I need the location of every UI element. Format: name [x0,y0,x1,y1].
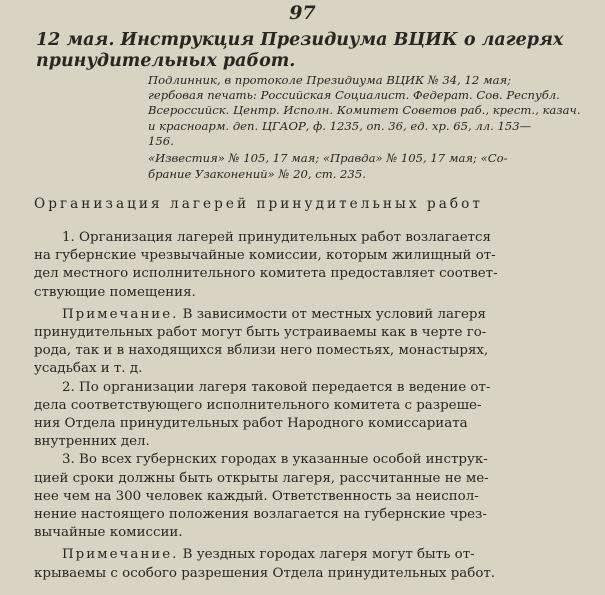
text-line: вычайные комиссии. [34,525,183,541]
publication-line: брание Узаконений» № 20, ст. 235. [148,167,366,181]
publication-note [148,150,578,182]
text-line [34,546,579,564]
section-heading: Организация лагерей принудительных работ [34,196,483,212]
note-paragraph-2 [34,546,579,582]
text-line [34,306,579,324]
note-paragraph-1 [34,306,579,379]
paragraph-3 [34,451,579,542]
text-line: дел местного исполнительного комитета предоставляет соответ- [34,266,498,282]
text-line: 1. Организация лагерей принудительных работ возлагается [62,230,491,245]
paragraph-2 [34,379,579,452]
text-line: нее чем на 300 человек каждый. Ответственность за неиспол- [34,488,479,504]
note-text: В зависимости от местных условий лагеря [182,306,486,322]
title-line: 12 мая. Инструкция Президиума ВЦИК о лагерях [36,30,564,50]
title-line: принудительных работ. [36,51,296,71]
text-line: 2. По организации лагеря таковой передается в ведение от- [62,379,491,395]
text-line: цией сроки должны быть открыты лагеря, рассчитанные не ме- [34,470,489,486]
text-line: крываемы с особого разрешения Отдела принудительных работ. [34,565,496,581]
note-text: В уездных городах лагеря могут быть от- [182,547,475,563]
text-line: дела соответствующего исполнительного комитета с разреше- [34,397,482,413]
note-label: Примечание. [62,547,179,563]
publication-line: «Известия» № 105, 17 мая; «Правда» № 105, 17 мая; «Со- [148,151,508,165]
source-line: 156. [148,133,174,148]
document-title [36,30,576,72]
page-number: 97 [289,2,316,24]
source-line: Подлинник, в протоколе Президиума ВЦИК № 34, 12 мая; [148,73,512,87]
archival-source-note [148,73,581,149]
text-line: ствующие помещения. [34,284,196,300]
source-line: и красноарм. деп. ЦГАОР, ф. 1235, оп. 36, ед. хр. 65, лл. 153— [148,118,532,133]
note-label: Примечание. [62,306,179,322]
text-line: на губернские чрезвычайные комиссии, которым жилищный от- [34,248,496,264]
text-line: принудительных работ могут быть устраиваемы как в черте го- [34,325,487,341]
text-line: внутренних дел. [34,434,150,450]
source-line: гербовая печать: Российская Социалист. Федерат. Сов. Республ. [148,88,560,103]
document-body [34,229,579,583]
paragraph-1 [34,229,579,302]
text-line: нение настоящего положения возлагается на губернские чрез- [34,507,487,523]
text-line: 3. Во всех губернских городах в указанные особой инструк- [62,452,488,468]
text-line: усадьбах и т. д. [34,361,143,377]
source-line: Всероссийск. Центр. Исполн. Комитет Советов раб., крест., казач. [148,103,581,118]
text-line: рода, так и в находящихся вблизи него поместьях, монастырях, [34,343,489,359]
text-line: ния Отдела принудительных работ Народного комиссариата [34,416,468,432]
